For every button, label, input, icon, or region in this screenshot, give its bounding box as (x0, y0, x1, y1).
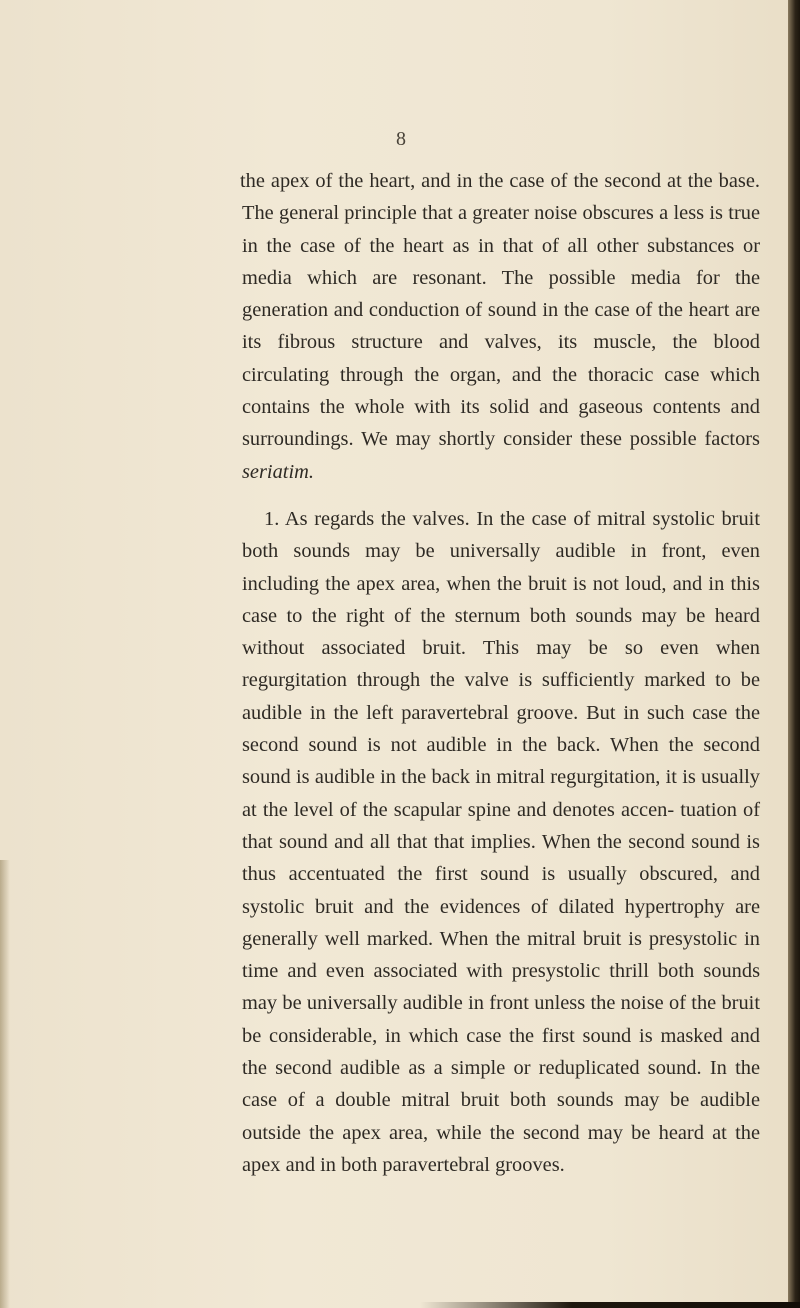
scan-bottom-edge (420, 1302, 800, 1308)
page-edge-shadow (788, 0, 800, 1308)
paragraph-valves: 1. As regards the valves. In the case of mitral systolic bruit both sounds may be universally audible in front, even including the apex area, when the bruit is not loud, and in this case to the right of the sternum both sounds may be heard without associated bruit. This may be so even when regurgitation through the valve is sufficiently marked to be audible in the left paravertebral groove. But in such case the second sound is not audible in the back. When the second sound is audible in the back in mitral regurgitation, it is usually at the level of the scapular spine and denotes accen- tuation of that sound and all that that implies. When the second sound is thus accentuated the first sound is usually obscured, and systolic bruit and the evidences of dilated hypertrophy are generally well marked. When the mitral bruit is presystolic in time and even associated with presystolic thrill both sounds may be universally audible in front unless the noise of the bruit be considerable, in which case the first sound is masked and the second audible as a simple or reduplicated sound. In the case of a double mitral bruit both sounds may be audible outside the apex area, while the second may be heard at the apex and in both paravertebral grooves. (242, 507, 760, 1176)
binding-shadow (0, 860, 10, 1308)
paragraph-continuation (242, 165, 760, 488)
body-text (242, 165, 760, 1181)
page-number: 8 (396, 128, 406, 150)
paragraph-1-text: the apex of the heart, and in the case of the second at the base. The general principle that a greater noise obscures a less is true in the case of the heart as in that of all other substances or media which are resonant. The possible media for the generation and conduction of sound in the case of the heart are its fibrous structure and valves, its muscle, the blood circulating through the organ, and the thoracic case which contains the whole with its solid and gaseous contents and surroundings. We may shortly consider these possible factors (240, 170, 760, 451)
italic-term: seriatim. (242, 460, 314, 483)
